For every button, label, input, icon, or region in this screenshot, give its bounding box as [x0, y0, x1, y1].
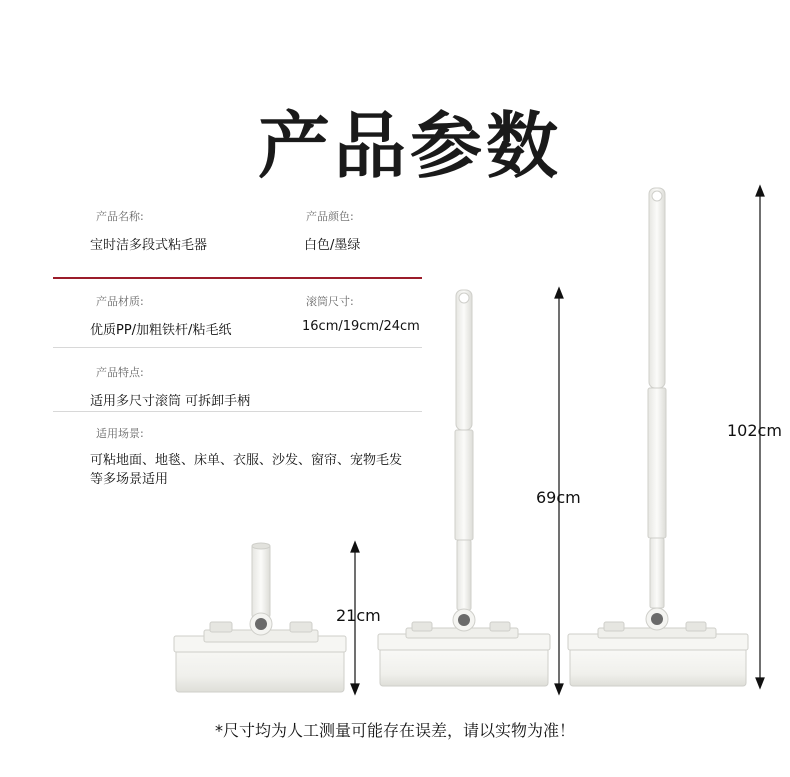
arrow-down-icon — [555, 684, 563, 694]
arrow-up-icon — [351, 542, 359, 552]
dimension-arrows — [351, 186, 764, 694]
roller-long — [568, 188, 748, 686]
arrow-down-icon — [756, 678, 764, 688]
usage-scene-label: 适用场景: — [96, 427, 144, 440]
arrow-up-icon — [555, 288, 563, 298]
page-title: 产品参数 — [257, 104, 562, 188]
product-color-value: 白色/墨绿 — [304, 238, 361, 253]
roller-short — [174, 543, 346, 692]
knob-icon — [255, 618, 267, 630]
product-color-label: 产品颜色: — [306, 210, 354, 223]
product-material-label: 产品材质: — [96, 295, 144, 308]
usage-scene-value-line1: 可粘地面、地毯、床单、衣服、沙发、窗帘、宠物毛发 — [90, 453, 403, 468]
knob-icon — [458, 614, 470, 626]
arrow-down-icon — [351, 684, 359, 694]
knob-icon — [651, 613, 663, 625]
dimension-long: 102cm — [727, 421, 782, 440]
roller-medium — [378, 290, 550, 686]
dimension-medium: 69cm — [536, 488, 581, 507]
roller-size-label: 滚筒尺寸: — [306, 295, 354, 308]
product-feature-label: 产品特点: — [96, 366, 144, 379]
product-material-value: 优质PP/加粗铁杆/粘毛纸 — [90, 323, 232, 338]
dimension-short: 21cm — [336, 606, 381, 625]
roller-size-value: 16cm/19cm/24cm — [302, 319, 420, 334]
usage-scene-value-line2: 等多场景适用 — [90, 472, 169, 487]
product-feature-value: 适用多尺寸滚筒 可拆卸手柄 — [90, 394, 251, 409]
product-name-value: 宝时洁多段式粘毛器 — [90, 238, 208, 253]
product-name-label: 产品名称: — [96, 210, 144, 223]
arrow-up-icon — [756, 186, 764, 196]
disclaimer-footnote: *尺寸均为人工测量可能存在误差，请以实物为准！ — [214, 721, 575, 740]
